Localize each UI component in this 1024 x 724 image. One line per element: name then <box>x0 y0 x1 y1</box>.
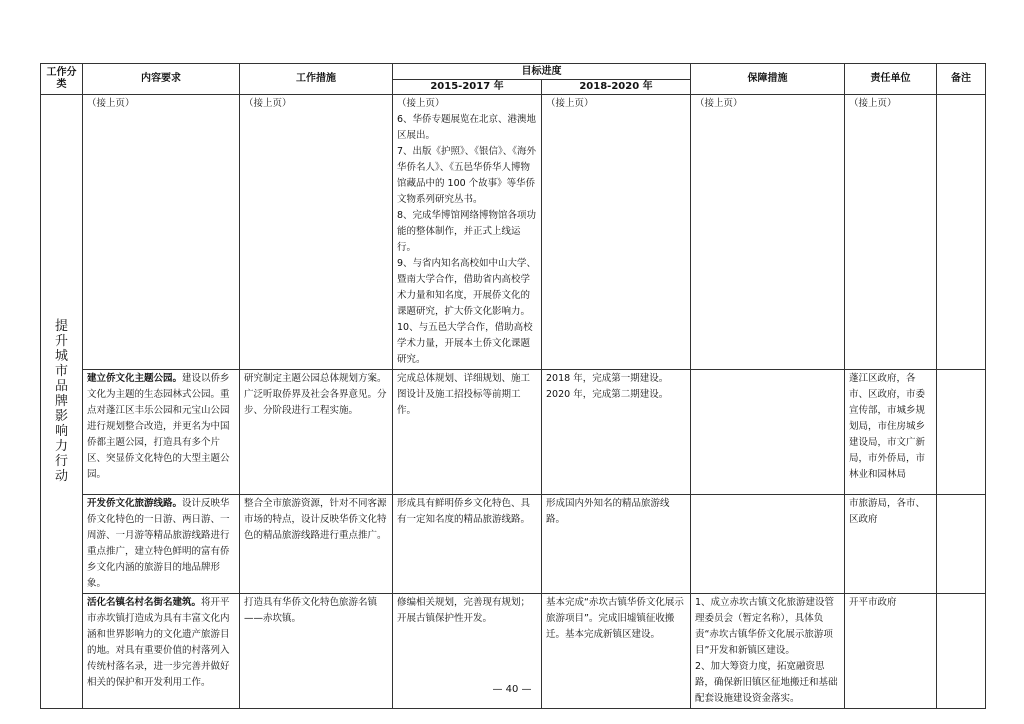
header-measures: 工作措施 <box>240 64 393 95</box>
progress-2018-2020-cell: （接上页） <box>542 95 691 370</box>
guarantee-cell <box>691 495 845 594</box>
progress-line: 7、出版《护照》、《银信》、《海外华侨名人》、《五邑华侨华人博物馆藏品中的 100 个故事》等华侨文物系列研究丛书。 <box>397 146 537 205</box>
content-title: 活化名镇名村名街名建筑。 <box>87 597 202 608</box>
progress-2015-2017-cell: 修编相关规划，完善现有规划；开展古镇保护性开发。 <box>393 594 542 709</box>
progress-2018-2020-cell: 基本完成“赤坎古镇华侨文化展示旅游项目”。完成旧墟镇征收搬迁。基本完成新镇区建设。 <box>542 594 691 709</box>
progress-2015-2017-cell: 完成总体规划、详细规划、施工图设计及施工招投标等前期工作。 <box>393 370 542 495</box>
category-cell <box>41 95 83 709</box>
work-plan-table <box>40 63 986 709</box>
content-title: 建立侨文化主题公园。 <box>87 373 183 384</box>
remark-cell <box>937 95 986 370</box>
progress-line: 8、完成华博馆网络博物馆各项功能的整体制作，并正式上线运行。 <box>397 210 537 253</box>
measures-cell: 打造具有华侨文化特色旅游名镇——赤坎镇。 <box>240 594 393 709</box>
category-label: 提升城市品牌影响力行动 <box>54 319 68 484</box>
remark-cell <box>937 370 986 495</box>
header-unit: 责任单位 <box>845 64 937 95</box>
content-cell <box>83 370 240 495</box>
content-text: 设计反映华侨文化特色的一日游、两日游、一周游、一月游等精品旅游线路进行重点推广，建立特色鲜明的富有侨乡文化内涵的旅游目的地品牌形象。 <box>87 498 230 589</box>
progress-line: 10、与五邑大学合作，借助高校学术力量，开展本土侨文化课题研究。 <box>397 322 533 365</box>
progress-2018-2020-cell: 形成国内外知名的精品旅游线路。 <box>542 495 691 594</box>
guarantee-cell <box>691 370 845 495</box>
content-text: 建设以侨乡文化为主题的生态园林式公园。重点对蓬江区丰乐公园和元宝山公园进行规划整合改造，并更名为中国侨都主题公园，打造具有多个片区、突显侨文化特色的大型主题公园。 <box>87 373 230 480</box>
progress-line: 9、与省内知名高校如中山大学、暨南大学合作，借助省内高校学术力量和知名度，开展侨文化的课题研究，扩大侨文化影响力。 <box>397 258 537 317</box>
table-row <box>41 495 986 594</box>
header-remark: 备注 <box>937 64 986 95</box>
measures-cell: 研究制定主题公园总体规划方案。广泛听取侨界及社会各界意见。分步、分阶段进行工程实施。 <box>240 370 393 495</box>
header-content: 内容要求 <box>83 64 240 95</box>
table-row <box>41 370 986 495</box>
header-guarantee: 保障措施 <box>691 64 845 95</box>
unit-cell: 蓬江区政府，各市、区政府，市委宣传部，市城乡规划局，市住房城乡建设局，市文广新局，市外侨局，市林业和园林局 <box>845 370 937 495</box>
content-text: 将开平市赤坎镇打造成为具有丰富文化内涵和世界影响力的文化遗产旅游目的地。对具有重要价值的村落列入传统村落名录，进一步完善并做好相关的保护和开发利用工作。 <box>87 597 230 688</box>
guarantee-line: 2、加大筹资力度，拓宽融资思路，确保新旧镇区征地搬迁和基础配套设施建设资金落实。 <box>695 661 838 704</box>
unit-cell: 市旅游局，各市、区政府 <box>845 495 937 594</box>
unit-cell: （接上页） <box>845 95 937 370</box>
page-number: — 40 — <box>492 684 532 695</box>
measures-cell: 整合全市旅游资源，针对不同客源市场的特点，设计反映华侨文化特色的精品旅游线路进行重点推广。 <box>240 495 393 594</box>
progress-2015-2017-cell: 形成具有鲜明侨乡文化特色、具有一定知名度的精品旅游线路。 <box>393 495 542 594</box>
progress-line: （接上页） <box>397 98 445 109</box>
measures-cell: （接上页） <box>240 95 393 370</box>
content-cell: （接上页） <box>83 95 240 370</box>
guarantee-line: 1、成立赤坎古镇文化旅游建设管理委员会（暂定名称），具体负责“赤坎古镇华侨文化展示旅游项目”开发和新镇区建设。 <box>695 597 835 656</box>
remark-cell <box>937 495 986 594</box>
table-row <box>41 95 986 370</box>
unit-cell: 开平市政府 <box>845 594 937 709</box>
progress-line: 6、华侨专题展览在北京、港澳地区展出。 <box>397 114 537 141</box>
progress-2018-2020-cell: 2018 年，完成第一期建设。2020 年，完成第二期建设。 <box>542 370 691 495</box>
content-title: 开发侨文化旅游线路。 <box>87 498 183 509</box>
guarantee-cell: （接上页） <box>691 95 845 370</box>
header-category: 工作分类 <box>41 64 83 95</box>
header-period-2015-2017: 2015-2017 年 <box>393 80 542 95</box>
header-period-2018-2020: 2018-2020 年 <box>542 80 691 95</box>
header-target: 目标进度 <box>393 64 691 80</box>
progress-2015-2017-cell <box>393 95 542 370</box>
content-cell <box>83 495 240 594</box>
